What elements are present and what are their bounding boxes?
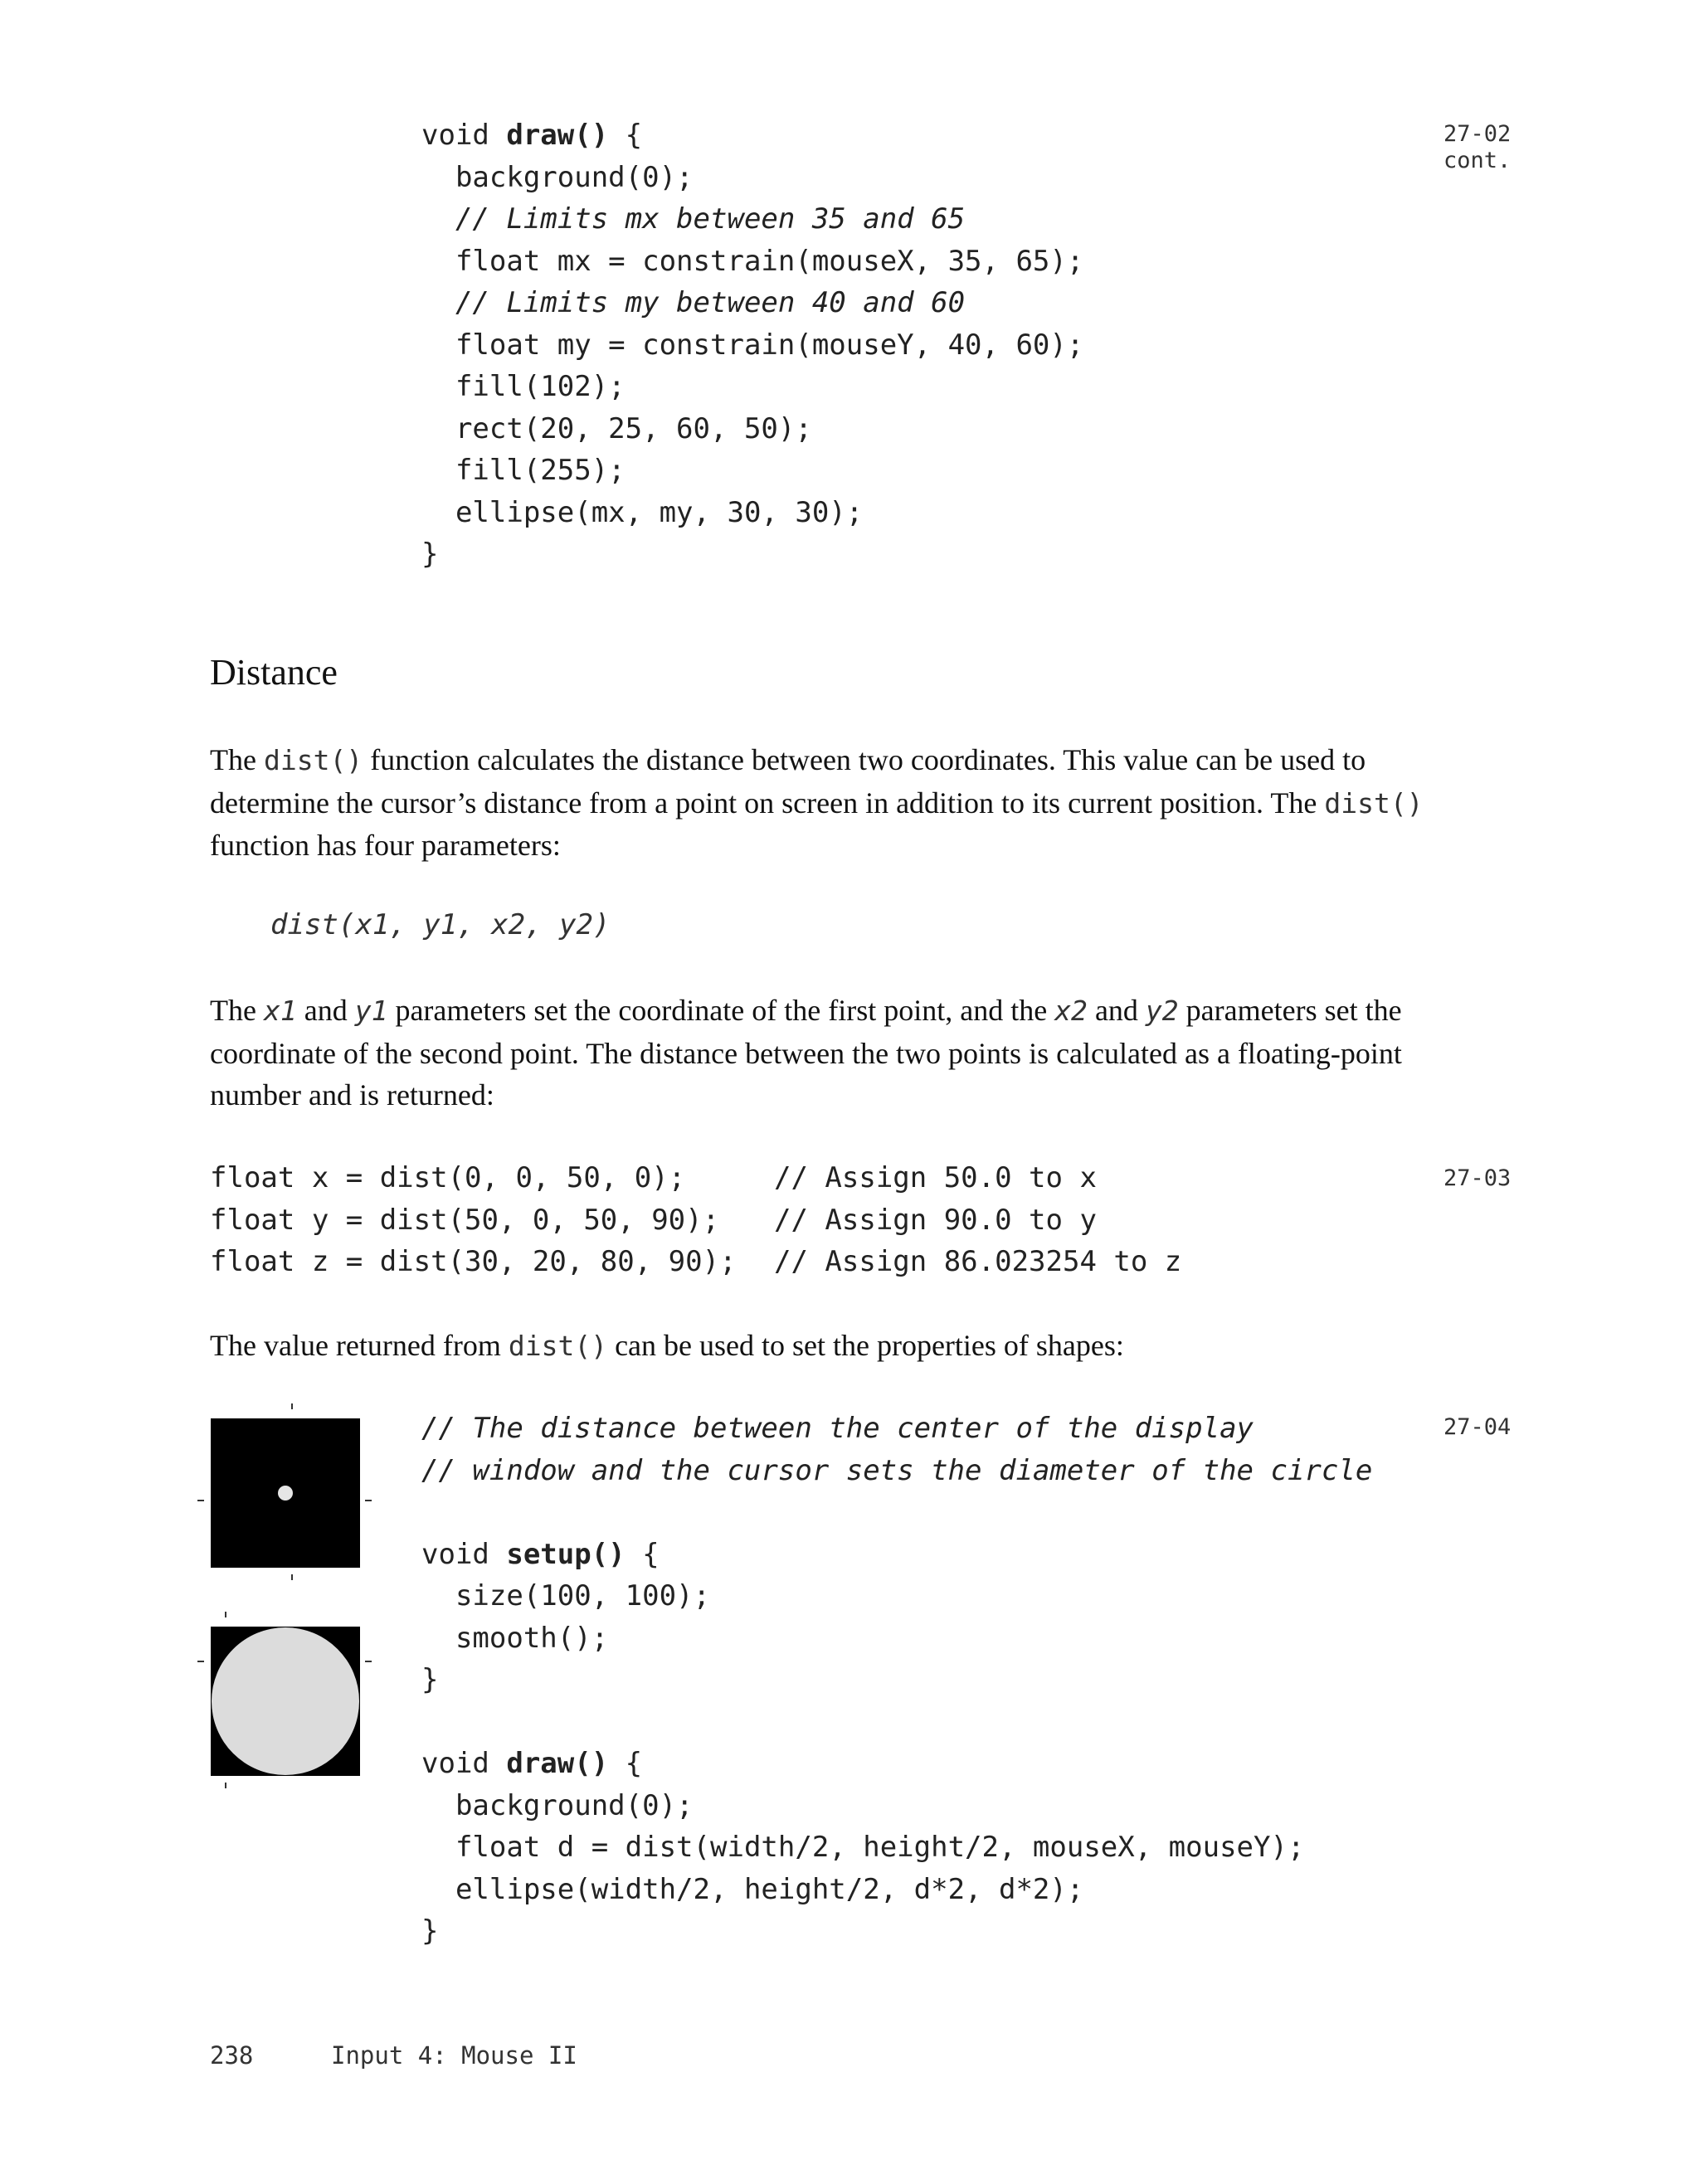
- paragraph-dist-intro: [210, 739, 1438, 867]
- code-line: [421, 1575, 1372, 1617]
- code-text: smooth();: [455, 1621, 609, 1655]
- code-line: [421, 1785, 1372, 1827]
- code-line: [421, 1743, 1372, 1785]
- code-text: }: [421, 537, 439, 571]
- code-line: [421, 157, 1083, 199]
- code-text: void: [421, 1537, 507, 1571]
- code-text: ellipse(width/2, height/2, d*2, d*2);: [455, 1872, 1084, 1906]
- code-line: [421, 1534, 1372, 1576]
- code-text: float my = constrain(mouseY, 40, 60);: [455, 328, 1084, 362]
- code-text: }: [421, 1914, 439, 1948]
- code-line: [421, 114, 1083, 157]
- code-comment: // The distance between the center of the display: [421, 1412, 1254, 1445]
- inline-code: x1: [263, 995, 297, 1027]
- code-comment: // Assign 86.023254 to z: [774, 1245, 1182, 1278]
- code-line: [421, 1826, 1372, 1869]
- code-text: {: [608, 1747, 643, 1780]
- code-text: background(0);: [455, 160, 694, 194]
- code-line: [421, 492, 1083, 534]
- code-text: {: [625, 1537, 660, 1571]
- code-text: float d = dist(width/2, height/2, mouseX, mouseY);: [455, 1831, 1305, 1864]
- example-output-large-circle: [196, 1612, 372, 1791]
- inline-code: x2: [1054, 995, 1088, 1027]
- code-text: background(0);: [455, 1788, 694, 1822]
- code-function-name: setup(): [506, 1537, 626, 1571]
- code-line: [421, 1450, 1372, 1492]
- code-line: [421, 1869, 1372, 1911]
- cursor-circle-large: [212, 1627, 359, 1775]
- code-line: [421, 366, 1083, 408]
- code-comment: // window and the cursor sets the diameter of the circle: [421, 1453, 1373, 1487]
- example-output-small-dot: [196, 1403, 372, 1583]
- code-line: [421, 533, 1083, 576]
- code-line: [421, 1491, 1372, 1534]
- paragraph-text: can be used to set the properties of shapes:: [607, 1329, 1124, 1362]
- inline-code: y1: [354, 995, 388, 1027]
- code-text: ellipse(mx, my, 30, 30);: [455, 495, 864, 529]
- code-text: fill(102);: [455, 370, 626, 403]
- running-head: Input 4: Mouse II: [331, 2041, 577, 2070]
- code-comment: // Limits mx between 35 and 65: [455, 202, 966, 236]
- code-line: [421, 1701, 1372, 1744]
- code-line: [421, 450, 1083, 492]
- code-text: size(100, 100);: [455, 1579, 710, 1612]
- code-statement: float y = dist(50, 0, 50, 90);: [210, 1203, 720, 1237]
- paragraph-dist-params: [210, 990, 1438, 1116]
- code-text: void: [421, 119, 507, 152]
- inline-code: dist(): [508, 1330, 608, 1362]
- code-comment: // Assign 50.0 to x: [774, 1161, 1097, 1194]
- code-line: [421, 324, 1083, 367]
- paragraph-text: The: [210, 994, 264, 1027]
- code-comment: // Limits my between 40 and 60: [455, 286, 966, 319]
- paragraph-text: function has four parameters:: [210, 829, 561, 862]
- listing-number-27-02: 27-02 cont.: [1443, 121, 1512, 173]
- paragraph-text: parameters set the coordinate of the second point. The distance between the two points is calculated as a floating-point number and is returned:: [210, 994, 1402, 1111]
- code-text: void: [421, 1747, 507, 1780]
- listing-number-27-04: 27-04: [1443, 1414, 1512, 1440]
- code-statement: float z = dist(30, 20, 80, 90);: [210, 1245, 737, 1278]
- code-comment: // Assign 90.0 to y: [774, 1203, 1097, 1237]
- code-listing-27-04: [421, 1408, 1372, 1953]
- code-listing-27-02-cont: [421, 114, 1083, 576]
- code-statement: float x = dist(0, 0, 50, 0);: [210, 1161, 686, 1194]
- inline-code: y2: [1145, 995, 1179, 1027]
- code-line: [421, 408, 1083, 450]
- code-text: {: [608, 119, 643, 152]
- cursor-circle-small: [278, 1486, 293, 1501]
- paragraph-text: and: [296, 994, 355, 1027]
- code-function-name: draw(): [506, 119, 609, 152]
- code-line: [421, 282, 1083, 324]
- inline-code: dist(): [263, 744, 363, 776]
- code-function-name: draw(): [506, 1747, 609, 1780]
- paragraph-text: and: [1087, 994, 1146, 1027]
- listing-number-27-03: 27-03: [1443, 1165, 1512, 1191]
- page-number: 238: [210, 2041, 254, 2070]
- code-line: [421, 1659, 1372, 1701]
- paragraph-dist-shapes: [210, 1325, 1438, 1368]
- code-text: float mx = constrain(mouseX, 35, 65);: [455, 244, 1084, 278]
- paragraph-text: The: [210, 743, 264, 776]
- paragraph-text: parameters set the coordinate of the first point, and the: [387, 994, 1055, 1027]
- paragraph-text: The value returned from: [210, 1329, 509, 1362]
- code-text: fill(255);: [455, 454, 626, 487]
- code-text: }: [421, 1663, 439, 1696]
- dist-syntax: dist(x1, y1, x2, y2): [270, 908, 611, 941]
- code-line: [421, 1408, 1372, 1450]
- inline-code: dist(): [1324, 786, 1424, 820]
- code-line: [421, 1910, 1372, 1953]
- code-line: [421, 241, 1083, 283]
- code-line: [421, 1617, 1372, 1660]
- section-heading: Distance: [210, 652, 338, 693]
- code-text: rect(20, 25, 60, 50);: [455, 411, 812, 445]
- paragraph-text: function calculates the distance between two coordinates. This value can be used to determine the cursor’s distance from a point on screen in addition to its current position. The: [210, 743, 1366, 820]
- code-line: [421, 198, 1083, 241]
